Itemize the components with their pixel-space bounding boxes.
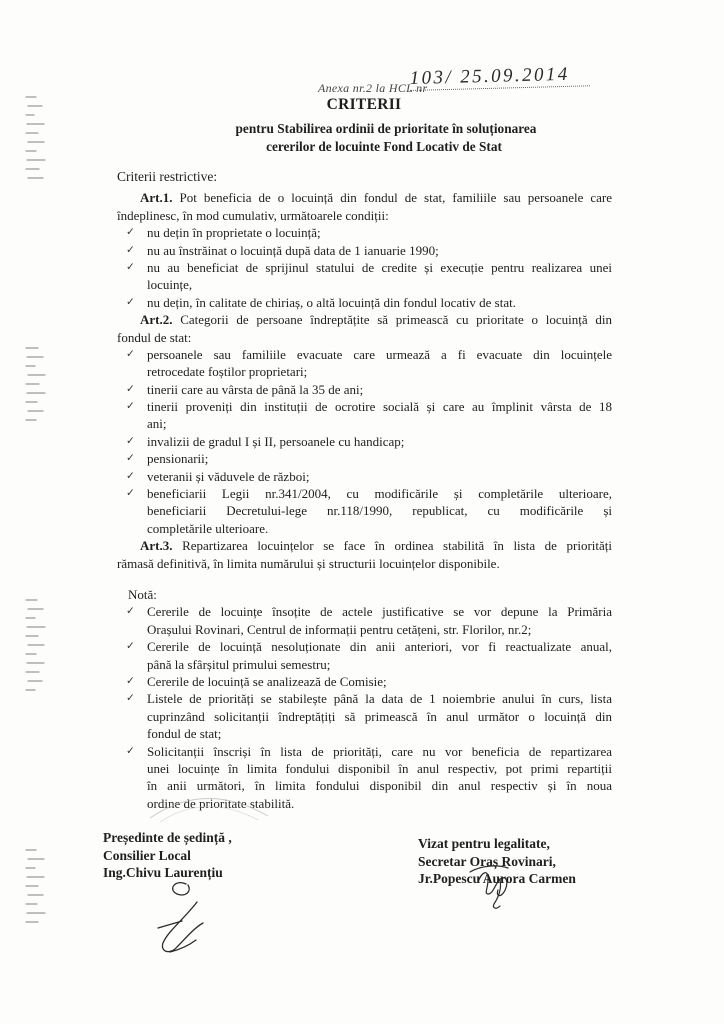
- list-item-line: beneficiarii Decretului-lege nr.118/1990, republicat, cu modificările și: [147, 503, 612, 519]
- article-1-conditions-list: [117, 224, 612, 311]
- checkmark-icon: [126, 450, 135, 467]
- list-item: [117, 638, 612, 673]
- list-item-line: Cererile de locuință nesoluționate din anii anteriori, vor fi reactualizate anual,: [147, 639, 612, 655]
- list-item-line: Cererile de locuințe însoțite de actele justificative se vor depune la Primăria: [147, 604, 612, 620]
- annex-label: Anexa nr.2 la HCL nr: [318, 81, 428, 95]
- list-item: [117, 468, 612, 485]
- list-item-line: nu dețin în proprietate o locuință;: [147, 225, 321, 241]
- list-item: [117, 242, 612, 259]
- list-item: [117, 603, 612, 638]
- signature-title: Secretar Oraș Rovinari,: [418, 853, 556, 869]
- list-item: [117, 673, 612, 690]
- margin-registration-stamp: [26, 600, 45, 690]
- list-item: [117, 690, 612, 742]
- margin-registration-stamp: [26, 348, 45, 420]
- list-item: [117, 259, 612, 294]
- checkmark-icon: [126, 743, 135, 760]
- signature-title: Consilier Local: [103, 847, 191, 863]
- list-item-line: Solicitanții înscriși în lista de priorități, care nu vor beneficia de repartizarea: [147, 743, 612, 759]
- list-item-line: beneficiarii Legii nr.341/2004, cu modificările și completările ulterioare,: [147, 486, 612, 502]
- article-text-line: [117, 537, 612, 554]
- list-item-line: completările ulterioare.: [147, 520, 269, 536]
- list-item: [117, 450, 612, 467]
- list-item-line: cuprinzând solicitanții îndreptățiți să primească în anul următor o locuință din: [147, 708, 612, 724]
- article-text: Categorii de persoane îndreptățite să primească cu prioritate o locuință din: [180, 312, 613, 328]
- checkmark-icon: [126, 690, 135, 707]
- signature-name: Jr.Popescu Aurora Carmen: [418, 871, 576, 886]
- handwritten-signature-chair: [158, 883, 203, 952]
- checkmark-icon: [126, 224, 135, 241]
- list-item-line: în anii următori, în limita fondului disponibil din anul respectiv și în noua: [147, 778, 612, 794]
- margin-registration-stamp: [26, 97, 45, 178]
- checkmark-icon: [126, 673, 135, 690]
- note-heading: Notă:: [128, 586, 157, 602]
- signature-block-secretary: [418, 835, 576, 888]
- list-item-line: Listele de priorități se stabilește până la data de 1 noiembrie anului în curs, lista: [147, 691, 612, 707]
- list-item-line: Orașului Rovinari, Centrul de informații pentru cetățeni, str. Florilor, nr.2;: [147, 621, 532, 637]
- checkmark-icon: [126, 381, 135, 398]
- list-item-line: retrocedate foștilor proprietari;: [147, 364, 308, 380]
- list-item-line: unei locuințe în limita fondului disponibil în anul respectiv, pot primi repartiții: [147, 760, 612, 776]
- list-item-line: nu au înstrăinat o locuință după data de 1 ianuarie 1990;: [147, 242, 439, 258]
- checkmark-icon: [126, 603, 135, 620]
- checkmark-icon: [126, 294, 135, 311]
- signature-role: Președinte de ședință ,: [103, 830, 232, 845]
- document-title: CRITERII: [326, 96, 402, 113]
- article-label: Art.3.: [140, 538, 173, 554]
- list-item-line: veteranii și văduvele de război;: [147, 468, 310, 484]
- article-text: Pot beneficia de o locuință din fondul de stat, familiile sau persoanele care: [179, 190, 612, 206]
- list-item-line: pensionarii;: [147, 451, 209, 467]
- list-item: [117, 743, 612, 813]
- article-text-line: [117, 311, 612, 328]
- list-item-line: locuințe,: [147, 277, 193, 293]
- checkmark-icon: [126, 346, 135, 363]
- checkmark-icon: [126, 398, 135, 415]
- section-heading: Criterii restrictive:: [117, 169, 218, 184]
- checkmark-icon: [126, 433, 135, 450]
- list-item-line: Cererile de locuință se analizează de Comisie;: [147, 673, 387, 689]
- document-subtitle-line: cererilor de locuinte Fond Locativ de Stat: [266, 139, 502, 154]
- checkmark-icon: [126, 638, 135, 655]
- article-text-line: îndeplinesc, în mod cumulativ, următoarele condiții:: [117, 207, 389, 223]
- list-item-line: nu au beneficiat de sprijinul statului de credite și execuție pentru realizarea unei: [147, 259, 612, 275]
- decision-number-handwritten: 103/ 25.09.2014: [409, 63, 590, 91]
- list-item-line: ordine de prioritate stabilită.: [147, 795, 295, 811]
- list-item: [117, 294, 612, 311]
- list-item: [117, 346, 612, 381]
- article-text-line: [117, 189, 612, 206]
- article-text-line: fondul de stat:: [117, 329, 192, 345]
- list-item-line: invalizii de gradul I și II, persoanele cu handicap;: [147, 433, 405, 449]
- note-section: [117, 586, 612, 812]
- list-item-line: tinerii proveniți din instituții de ocrotire socială și care au împlinit vârsta de 18: [147, 399, 612, 415]
- article-label: Art.1.: [140, 190, 173, 206]
- article-text-line: rămasă definitivă, în limita numărului și structurii locuințelor disponibile.: [117, 555, 500, 571]
- margin-registration-stamp: [26, 850, 45, 922]
- list-item-line: nu dețin, în calitate de chiriaș, o altă locuință din fondul locativ de stat.: [147, 294, 516, 310]
- list-item: [117, 398, 612, 433]
- article-2-categories-list: [117, 346, 612, 537]
- checkmark-icon: [126, 468, 135, 485]
- signature-role: Vizat pentru legalitate,: [418, 836, 550, 851]
- list-item-line: persoanele sau familiile evacuate care urmează a fi evacuate din locuințele: [147, 346, 612, 362]
- article-1: [117, 189, 612, 311]
- checkmark-icon: [126, 242, 135, 259]
- article-label: Art.2.: [140, 312, 173, 328]
- list-item-line: până la sfârșitul primului semestru;: [147, 656, 331, 672]
- checkmark-icon: [126, 485, 135, 502]
- article-2: [117, 311, 612, 537]
- list-item: [117, 485, 612, 537]
- list-item-line: ani;: [147, 416, 167, 432]
- list-item: [117, 433, 612, 450]
- list-item-line: fondul de stat;: [147, 726, 222, 742]
- list-item-line: tinerii care au vârsta de până la 35 de ani;: [147, 381, 364, 397]
- list-item: [117, 224, 612, 241]
- document-body: [117, 168, 612, 812]
- checkmark-icon: [126, 259, 135, 276]
- list-item: [117, 381, 612, 398]
- article-text: Repartizarea locuințelor se face în ordinea stabilită în lista de priorități: [182, 538, 613, 554]
- signature-block-chair: [103, 829, 232, 882]
- article-3: [117, 537, 612, 572]
- document-subtitle-line: pentru Stabilirea ordinii de prioritate în soluționarea: [235, 121, 537, 136]
- note-list: [117, 603, 612, 812]
- signature-name: Ing.Chivu Laurențiu: [103, 865, 223, 880]
